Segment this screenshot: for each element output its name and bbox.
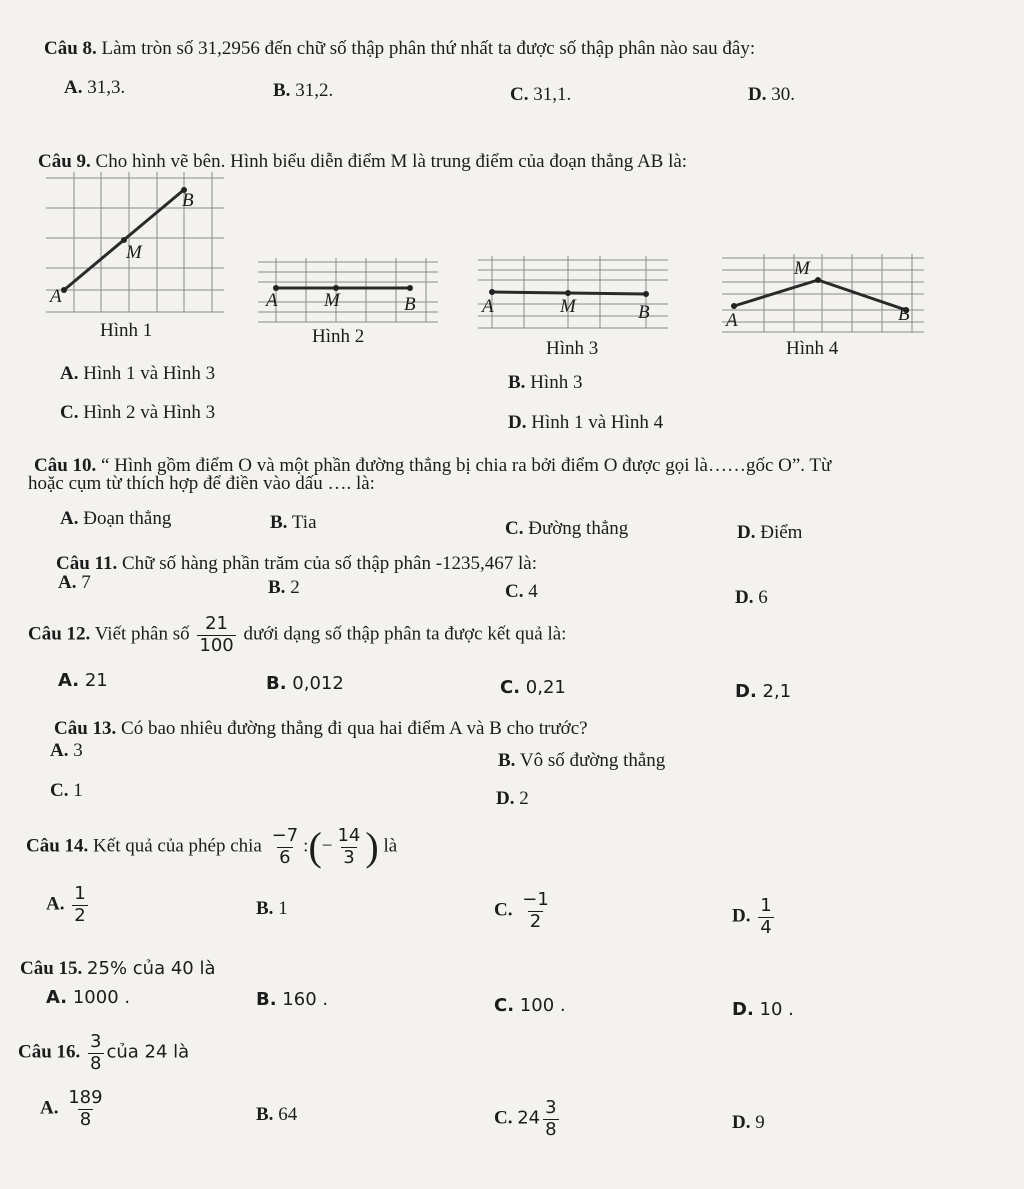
option-letter: C. [505,581,524,602]
q12-option-a[interactable] [58,671,108,692]
question-text: Có bao nhiêu đường thẳng đi qua hai điểm A và B cho trước? [121,718,588,739]
question-label: Câu 15. [20,958,83,979]
q16-option-d[interactable] [732,1112,765,1134]
option-text: 30. [771,84,795,105]
mixed-whole: 24 [517,1107,541,1129]
q15-option-c[interactable] [494,996,566,1017]
option-letter: B. [498,750,516,771]
q12-option-c[interactable] [500,678,566,699]
option-letter: B. [256,898,274,919]
point-label-a: A [726,310,738,331]
option-letter: A. [64,77,83,98]
point-label-m: M [126,242,142,263]
q16-option-c[interactable] [494,1098,562,1140]
option-letter: D. [732,999,754,1020]
q13-option-b[interactable] [498,750,665,772]
question-15 [20,958,216,980]
figure-3 [478,256,668,332]
option-text: 3 [73,740,83,761]
option-letter: A. [60,363,79,384]
q12-option-d[interactable] [735,682,791,703]
q16-option-a[interactable] [40,1088,108,1130]
figure-4 [722,254,924,334]
numerator: 3 [545,1097,557,1118]
option-text: 4 [528,581,538,602]
q11-option-d[interactable] [735,587,768,609]
denominator: 8 [545,1118,557,1140]
option-fraction [543,1098,558,1140]
question-text: 25% của 40 là [87,958,216,979]
option-text: Hình 1 và Hình 3 [83,363,216,384]
point-label-b: B [404,294,416,315]
fraction-14-3 [335,826,362,868]
question-label: Câu 13. [54,718,117,739]
denominator: 8 [79,1108,92,1130]
q11-option-c[interactable] [505,581,538,603]
q8-option-d[interactable] [748,84,795,106]
option-text: 7 [81,572,91,593]
option-text: 1 [278,898,288,919]
q9-option-c[interactable] [60,402,215,424]
q9-option-b[interactable] [508,372,582,394]
point-label-b: B [898,304,910,325]
option-letter: D. [732,1112,751,1133]
option-text: 21 [84,670,108,691]
option-letter: B. [268,577,286,598]
option-letter: A. [50,740,69,761]
q14-option-b[interactable] [256,898,288,920]
option-letter: B. [256,1104,274,1125]
option-letter: B. [270,512,288,533]
q14-option-c[interactable] [494,890,554,932]
point-label-m: M [794,258,810,279]
option-letter: C. [50,780,69,801]
question-13 [54,718,588,740]
option-text: 2 [290,577,300,598]
option-letter: B. [508,372,526,393]
denominator: 4 [760,916,772,938]
option-text: Hình 1 và Hình 4 [531,412,664,433]
question-label: Câu 12. [28,623,91,645]
option-text: 6 [758,587,768,608]
option-letter: B. [273,80,291,101]
option-fraction [520,890,551,932]
fraction-21-100 [197,614,235,656]
question-label: Câu 11. [56,553,118,574]
point-label-m: M [560,296,576,317]
figure-1 [46,172,224,322]
point-label-a: A [266,290,278,311]
numerator: 3 [90,1031,102,1052]
option-letter: D. [732,905,751,927]
point-label-b: B [182,190,194,211]
point-label-a: A [50,286,62,307]
option-letter: C. [60,402,79,423]
option-letter: D. [735,587,754,608]
option-letter: C. [505,518,524,539]
option-letter: B. [266,673,287,694]
q13-option-d[interactable] [496,788,529,810]
question-label: Câu 14. [26,835,89,857]
option-text: Tia [291,512,317,533]
question-text-after: dưới dạng số thập phân ta được kết quả là: [243,623,567,645]
question-16 [18,1032,189,1074]
denominator: 2 [74,904,86,926]
q10-option-d[interactable] [737,522,802,544]
figure-2 [258,258,438,326]
option-text: 31,2. [295,80,334,101]
option-text: Đoạn thẳng [83,508,172,529]
question-14 [26,826,397,868]
question-tail: là [383,835,398,857]
question-8 [44,38,755,60]
q9-option-d[interactable] [508,412,663,434]
figure-1-caption: Hình 1 [100,320,153,341]
option-text: Điểm [760,522,803,543]
q14-option-a[interactable] [46,884,91,926]
q15-option-a[interactable] [46,988,130,1009]
option-fraction [72,884,87,926]
q10-option-c[interactable] [505,518,628,540]
option-letter: A. [58,670,80,691]
question-label: Câu 8. [44,38,97,59]
option-letter: C. [510,84,529,105]
option-letter: A. [46,987,68,1008]
option-fraction [758,896,773,938]
option-text: 31,3. [87,77,126,98]
option-text: Vô số đường thẳng [519,750,666,771]
option-letter: A. [58,572,77,593]
option-letter: D. [496,788,515,809]
option-text: 160 . [282,989,329,1010]
question-label: Câu 10. [34,455,97,476]
division-sign: : [303,835,309,857]
question-text: “ Hình gồm điểm O và một phần đường thẳng bị chia ra bởi điểm O được gọi là……gốc O”. Từ [101,455,832,476]
question-text: Cho hình vẽ bên. Hình biểu diễn điểm M là trung điểm của đoạn thẳng AB là: [95,151,688,172]
option-text: 64 [278,1104,298,1125]
q10-option-a[interactable] [60,508,171,530]
q11-option-a[interactable] [58,572,91,594]
option-text: 10 . [759,999,794,1020]
point-label-b: B [638,302,650,323]
numerator: −1 [522,889,549,910]
q12-option-b[interactable] [266,674,344,695]
q8-option-b[interactable] [273,80,333,102]
option-letter: D. [737,522,756,543]
q15-option-d[interactable] [732,1000,794,1021]
q13-option-a[interactable] [50,740,83,762]
question-text: của 24 là [106,1041,190,1063]
option-letter: D. [508,412,527,433]
q8-option-c[interactable] [510,84,571,106]
option-text: 2,1 [762,681,792,702]
numerator: 14 [337,825,361,846]
option-letter: C. [500,677,521,698]
question-12 [28,614,566,656]
numerator: 1 [74,883,86,904]
numerator: 189 [68,1087,103,1108]
question-11 [56,553,537,575]
q10-option-b[interactable] [270,512,317,534]
figure-4-caption: Hình 4 [786,338,839,359]
option-letter: C. [494,995,515,1016]
q9-option-a[interactable] [60,363,215,385]
numerator: 21 [205,613,228,634]
open-paren: ( [308,824,322,870]
option-letter: C. [494,899,513,921]
point-label-m: M [324,290,340,311]
minus-sign: − [321,835,333,857]
option-text: 1 [73,780,83,801]
numerator: −7 [271,825,299,846]
denominator: 6 [279,846,291,868]
option-letter: A. [60,508,79,529]
option-letter: B. [256,989,277,1010]
q8-option-a[interactable] [64,77,125,99]
question-9 [38,151,687,173]
fraction-3-8 [88,1032,103,1074]
option-fraction [66,1088,104,1130]
question-text: Chữ số hàng phần trăm của số thập phân -1235,467 là: [122,553,538,574]
q14-option-d[interactable] [732,896,777,938]
q16-option-b[interactable] [256,1104,297,1126]
fraction-minus7-6 [270,826,301,868]
option-text: 31,1. [533,84,572,105]
question-text: Làm tròn số 31,2956 đến chữ số thập phân thứ nhất ta được số thập phân nào sau đây: [101,38,756,59]
question-text-line2: hoặc cụm từ thích hợp để điền vào dấu …. là: [28,473,375,494]
option-text: Hình 2 và Hình 3 [83,402,216,423]
denominator: 3 [343,846,355,868]
question-label: Câu 16. [18,1041,81,1063]
option-text: Hình 3 [530,372,583,393]
option-text: 1000 . [72,987,131,1008]
figure-3-caption: Hình 3 [546,338,599,359]
option-letter: D. [748,84,767,105]
point-label-a: A [482,296,494,317]
figure-2-caption: Hình 2 [312,326,365,347]
option-text: Đường thẳng [528,518,629,539]
option-text: 100 . [519,995,566,1016]
option-letter: A. [40,1097,59,1119]
option-letter: C. [494,1107,513,1129]
question-text: Viết phân số [94,623,190,645]
question-text: Kết quả của phép chia [93,835,262,857]
numerator: 1 [760,895,772,916]
option-letter: D. [735,681,757,702]
q15-option-b[interactable] [256,990,328,1011]
option-text: 0,012 [292,673,344,694]
q11-option-b[interactable] [268,577,300,599]
option-text: 0,21 [525,677,566,698]
close-paren: ) [365,824,379,870]
denominator: 100 [199,634,234,656]
denominator: 2 [529,910,542,932]
option-text: 9 [755,1112,765,1133]
option-text: 2 [519,788,529,809]
question-label: Câu 9. [38,151,91,172]
denominator: 8 [90,1052,102,1074]
q13-option-c[interactable] [50,780,83,802]
option-letter: A. [46,893,65,915]
